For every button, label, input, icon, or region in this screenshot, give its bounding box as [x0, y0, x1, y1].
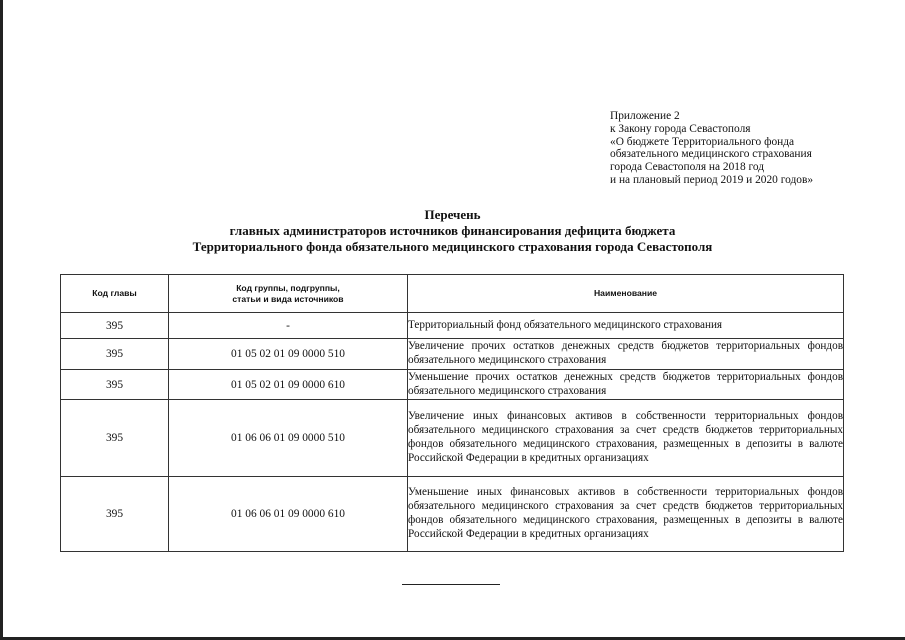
chapter-code-cell: 395 — [61, 477, 169, 552]
title-line: Территориального фонда обязательного медицинского страхования города Севастополя — [192, 239, 713, 254]
appendix-line: обязательного медицинского страхования — [610, 148, 812, 161]
appendix-line: к Закону города Севастополя — [610, 122, 751, 135]
title-line: Перечень — [424, 207, 481, 222]
chapter-code-cell: 395 — [61, 400, 169, 477]
footer-divider — [402, 584, 500, 585]
table-row — [61, 370, 844, 400]
table-row — [61, 400, 844, 477]
table-row — [61, 339, 844, 370]
appendix-line: города Севастополя на 2018 год — [610, 161, 765, 174]
source-code-cell: 01 06 06 01 09 0000 510 — [169, 400, 408, 477]
appendix-line: «О бюджете Территориального фонда — [610, 135, 795, 148]
header-group-code-line: Код группы, подгруппы, — [236, 282, 340, 293]
name-cell: Увеличение иных финансовых активов в собственности территориальных фондов обязательного медицинского страхования за счет средств бюджетов территориальных фондов обязательного медицинского страхования, размещенных в депозиты в валюте Российской Федерации в кредитных организациях — [408, 400, 844, 477]
name-cell: Уменьшение иных финансовых активов в собственности территориальных фондов обязательного медицинского страхования за счет средств бюджетов территориальных фондов обязательного медицинского страхования, размещенных в депозиты в валюте Российской Федерации в кредитных организациях — [408, 477, 844, 552]
name-cell: Уменьшение прочих остатков денежных средств бюджетов территориальных фондов обязательного медицинского страхования — [408, 370, 844, 400]
chapter-code-cell: 395 — [61, 313, 169, 339]
header-group-code-line: статьи и вида источников — [232, 293, 344, 304]
title-line: главных администраторов источников финансирования дефицита бюджета — [229, 223, 676, 238]
source-code-cell: - — [169, 313, 408, 339]
header-name: Наименование — [408, 275, 844, 313]
table-row — [61, 477, 844, 552]
document-title — [100, 207, 805, 255]
source-code-cell: 01 06 06 01 09 0000 610 — [169, 477, 408, 552]
chapter-code-cell: 395 — [61, 370, 169, 400]
name-cell: Увеличение прочих остатков денежных средств бюджетов территориальных фондов обязательного медицинского страхования — [408, 339, 844, 370]
appendix-line: Приложение 2 — [610, 110, 680, 122]
table-header-row — [61, 275, 844, 313]
table-row — [61, 313, 844, 339]
header-group-code — [169, 275, 408, 313]
source-code-cell: 01 05 02 01 09 0000 610 — [169, 370, 408, 400]
sources-table — [60, 274, 844, 552]
appendix-note — [610, 110, 900, 187]
source-code-cell: 01 05 02 01 09 0000 510 — [169, 339, 408, 370]
header-chapter-code: Код главы — [61, 275, 169, 313]
appendix-line: и на плановый период 2019 и 2020 годов» — [610, 173, 814, 186]
name-cell: Территориальный фонд обязательного медицинского страхования — [408, 313, 844, 339]
chapter-code-cell: 395 — [61, 339, 169, 370]
